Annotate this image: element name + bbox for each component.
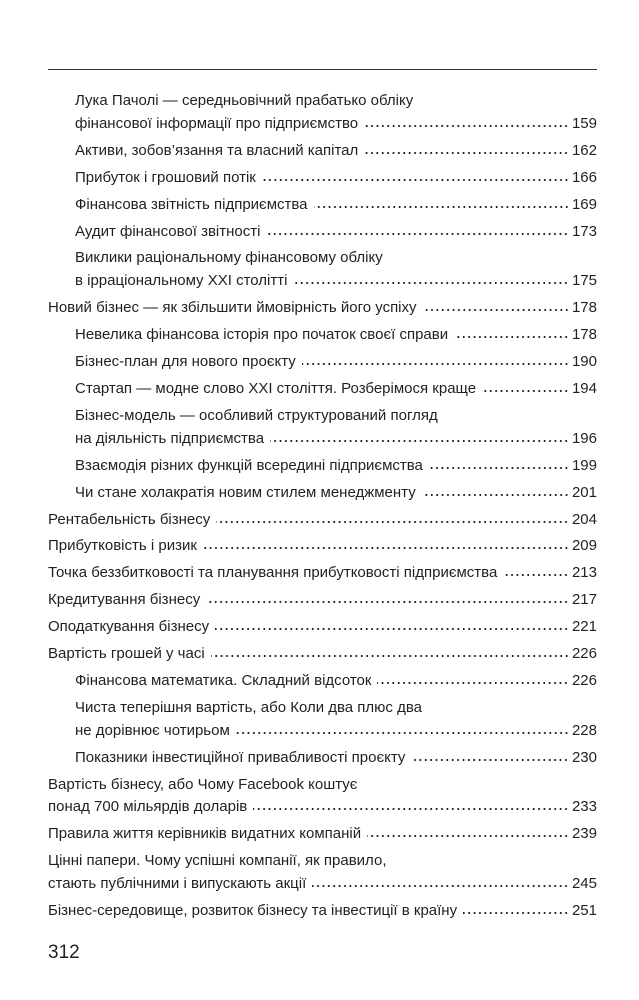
- dot-leader: [367, 834, 569, 838]
- dot-leader: [364, 124, 569, 128]
- toc-entry-line: [48, 774, 597, 797]
- toc-entry[interactable]: [48, 88, 597, 138]
- toc-entry-line: [75, 324, 597, 347]
- toc-entry-line: [75, 90, 597, 113]
- header-rule: [48, 69, 597, 70]
- toc-entry-title: Вартість бізнесу, або Чому Facebook коштує: [48, 775, 358, 793]
- toc-page-number: 159: [571, 114, 597, 132]
- toc-entry-title: Показники інвестиційної привабливості проєкту: [75, 748, 406, 766]
- toc-entry-line: [48, 643, 597, 666]
- toc-page-number: 233: [571, 798, 597, 816]
- dot-leader: [203, 546, 569, 550]
- toc-entry-line: [48, 900, 597, 923]
- toc-entry[interactable]: [48, 376, 597, 403]
- toc-page-number: 228: [571, 721, 597, 739]
- toc-page-number: 199: [571, 456, 597, 474]
- toc-entry-title: Бізнес-середовище, розвиток бізнесу та інвестиції в країну: [48, 902, 458, 920]
- toc-entry[interactable]: [48, 821, 597, 848]
- toc-entry-line: [48, 562, 597, 585]
- toc-page-number: 201: [571, 483, 597, 501]
- dot-leader: [377, 681, 569, 685]
- toc-entry-line: [48, 509, 597, 532]
- toc-entry-title: не дорівнює чотирьом: [75, 721, 230, 739]
- toc-page-number: 169: [571, 195, 597, 213]
- dot-leader: [293, 281, 569, 285]
- dot-leader: [423, 308, 569, 312]
- table-of-contents: [48, 88, 597, 925]
- dot-leader: [266, 232, 569, 236]
- toc-entry-title: Рентабельність бізнесу: [48, 510, 211, 528]
- toc-entry[interactable]: [48, 295, 597, 322]
- toc-entry-title: Прибутковість і ризик: [48, 537, 197, 555]
- toc-entry-line: [48, 297, 597, 320]
- toc-entry-line: [48, 616, 597, 639]
- dot-leader: [463, 911, 569, 915]
- toc-entry[interactable]: [48, 772, 597, 822]
- dot-leader: [364, 151, 569, 155]
- toc-page-number: 175: [571, 272, 597, 290]
- toc-entry-title: фінансової інформації про підприємство: [75, 114, 359, 132]
- toc-entry-line: [75, 670, 597, 693]
- toc-entry-title: Вартість грошей у часі: [48, 645, 205, 663]
- toc-entry-title: Оподаткування бізнесу: [48, 618, 210, 636]
- toc-entry[interactable]: [48, 245, 597, 295]
- toc-entry[interactable]: [48, 898, 597, 925]
- toc-entry-title: Бізнес-модель — особливий структурований погляд: [75, 406, 438, 424]
- toc-entry-title: Взаємодія різних функцій всередині підприємства: [75, 456, 423, 474]
- toc-entry-title: понад 700 мільярдів доларів: [48, 798, 248, 816]
- toc-entry-line: [48, 850, 597, 873]
- toc-entry-title: Активи, зобов’язання та власний капітал: [75, 141, 359, 159]
- toc-entry-title: Чи стане холакратія новим стилем менеджменту: [75, 483, 416, 501]
- toc-page-number: 251: [571, 902, 597, 920]
- toc-entry-title: Цінні папери. Чому успішні компанії, як правило,: [48, 852, 387, 870]
- toc-page-number: 221: [571, 618, 597, 636]
- toc-entry-title: стають публічними і випускають акції: [48, 875, 307, 893]
- toc-entry[interactable]: [48, 848, 597, 898]
- toc-entry-line: [75, 270, 597, 293]
- dot-leader: [454, 335, 569, 339]
- toc-entry-line: [75, 194, 597, 217]
- toc-page-number: 226: [571, 645, 597, 663]
- toc-page-number: 194: [571, 379, 597, 397]
- dot-leader: [253, 807, 569, 811]
- dot-leader: [262, 178, 569, 182]
- dot-leader: [429, 466, 569, 470]
- toc-entry-line: [75, 405, 597, 428]
- toc-page-number: 173: [571, 222, 597, 240]
- toc-entry-title: Фінансова математика. Складний відсоток: [75, 671, 372, 689]
- toc-entry[interactable]: [48, 668, 597, 695]
- dot-leader: [236, 731, 569, 735]
- toc-page-number: 178: [571, 299, 597, 317]
- toc-entry-line: [75, 482, 597, 505]
- toc-entry-line: [48, 535, 597, 558]
- toc-page-number: 213: [571, 564, 597, 582]
- toc-entry-title: Прибуток і грошовий потік: [75, 168, 256, 186]
- toc-entry-title: Точка беззбитковості та планування прибутковості підприємства: [48, 564, 498, 582]
- dot-leader: [270, 439, 569, 443]
- dot-leader: [422, 493, 569, 497]
- toc-entry-line: [75, 747, 597, 770]
- toc-entry-title: Кредитування бізнесу: [48, 591, 201, 609]
- toc-entry-title: Новий бізнес — як збільшити ймовірність його успіху: [48, 299, 417, 317]
- dot-leader: [302, 362, 569, 366]
- toc-entry-line: [75, 221, 597, 244]
- toc-entry-title: Чиста теперішня вартість, або Коли два плюс два: [75, 698, 422, 716]
- toc-entry[interactable]: [48, 138, 597, 165]
- toc-entry[interactable]: [48, 480, 597, 507]
- dot-leader: [503, 573, 569, 577]
- toc-entry[interactable]: [48, 533, 597, 560]
- toc-entry-line: [75, 455, 597, 478]
- toc-entry-line: [75, 697, 597, 720]
- toc-entry-title: на діяльність підприємства: [75, 429, 265, 447]
- dot-leader: [206, 600, 569, 604]
- toc-entry-line: [48, 873, 597, 896]
- toc-entry-line: [75, 113, 597, 136]
- toc-entry-title: в ірраціональному XXI столітті: [75, 272, 288, 290]
- toc-entry-line: [48, 796, 597, 819]
- toc-entry[interactable]: [48, 641, 597, 668]
- toc-entry-line: [75, 428, 597, 451]
- toc-entry[interactable]: [48, 165, 597, 192]
- toc-entry[interactable]: [48, 745, 597, 772]
- dot-leader: [215, 627, 569, 631]
- toc-page-number: 178: [571, 326, 597, 344]
- toc-entry[interactable]: [48, 587, 597, 614]
- toc-entry[interactable]: [48, 322, 597, 349]
- toc-entry-title: Правила життя керівників видатних компаній: [48, 825, 362, 843]
- dot-leader: [482, 389, 569, 393]
- toc-entry[interactable]: [48, 192, 597, 219]
- toc-entry-line: [75, 378, 597, 401]
- toc-entry-line: [75, 720, 597, 743]
- toc-entry-line: [75, 167, 597, 190]
- toc-entry-line: [75, 247, 597, 270]
- dot-leader: [216, 520, 569, 524]
- toc-entry-title: Лука Пачолі — середньовічний прабатько обліку: [75, 92, 414, 109]
- toc-page-number: 190: [571, 353, 597, 371]
- toc-page-number: 209: [571, 537, 597, 555]
- toc-entry-line: [75, 351, 597, 374]
- toc-page-number: 166: [571, 168, 597, 186]
- toc-entry[interactable]: [48, 507, 597, 534]
- toc-entry[interactable]: [48, 219, 597, 246]
- toc-page-number: 196: [571, 429, 597, 447]
- toc-page-number: 239: [571, 825, 597, 843]
- toc-page-number: 226: [571, 671, 597, 689]
- toc-entry-title: Виклики раціональному фінансовому обліку: [75, 249, 383, 267]
- dot-leader: [211, 654, 569, 658]
- toc-entry-title: Аудит фінансової звітності: [75, 222, 261, 240]
- toc-entry[interactable]: [48, 614, 597, 641]
- toc-entry-title: Стартап — модне слово XXI століття. Розберімося краще: [75, 379, 477, 397]
- toc-page-number: 204: [571, 510, 597, 528]
- toc-entry-line: [48, 823, 597, 846]
- dot-leader: [312, 884, 569, 888]
- toc-entry[interactable]: [48, 560, 597, 587]
- toc-entry-title: Фінансова звітність підприємства: [75, 195, 308, 213]
- page-number: 312: [48, 942, 80, 963]
- toc-entry[interactable]: [48, 403, 597, 453]
- dot-leader: [314, 205, 569, 209]
- toc-entry-line: [75, 140, 597, 163]
- toc-entry[interactable]: [48, 349, 597, 376]
- toc-entry-line: [48, 589, 597, 612]
- dot-leader: [411, 758, 569, 762]
- toc-page-number: 230: [571, 748, 597, 766]
- toc-entry[interactable]: [48, 695, 597, 745]
- toc-entry[interactable]: [48, 453, 597, 480]
- toc-page-number: 217: [571, 591, 597, 609]
- toc-page-number: 245: [571, 875, 597, 893]
- toc-entry-title: Бізнес-план для нового проєкту: [75, 353, 296, 371]
- toc-page-number: 162: [571, 141, 597, 159]
- toc-entry-title: Невелика фінансова історія про початок своєї справи: [75, 326, 449, 344]
